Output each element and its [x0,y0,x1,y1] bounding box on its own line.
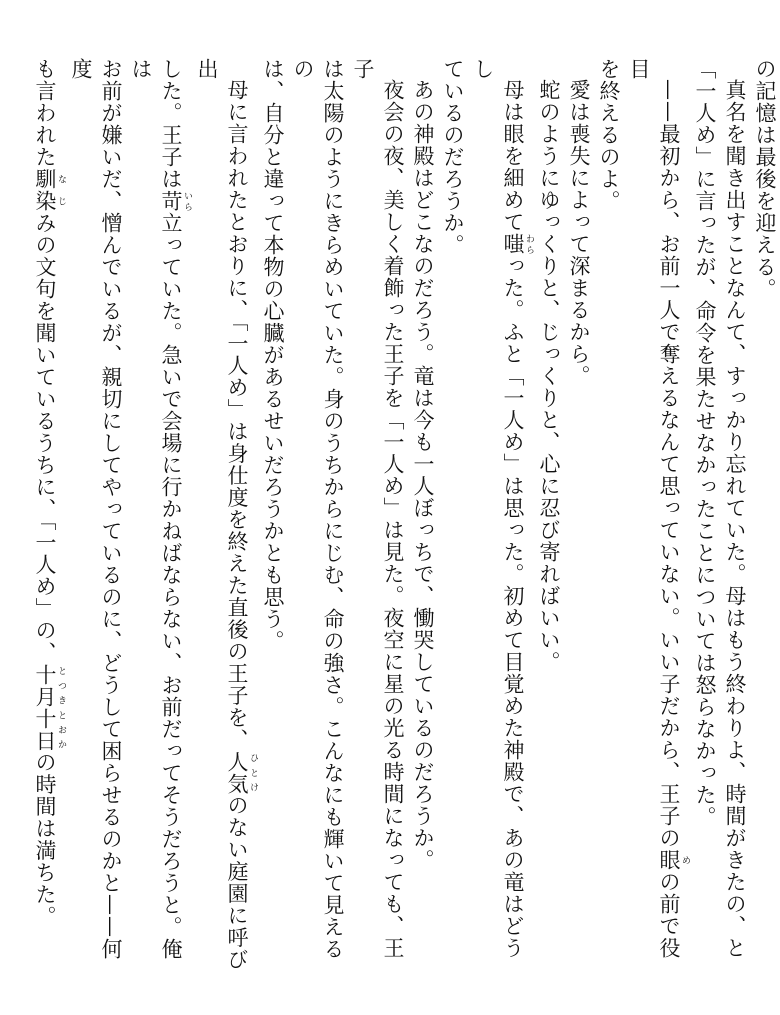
paragraph [468,58,534,975]
ruby-annotation [33,663,66,752]
paragraph [126,58,192,975]
text-run: は、自分と違って本物の心臓があるせいだろうかとも思う。 [261,58,285,652]
paragraph [564,58,594,975]
ruby-annotation [33,168,66,212]
ruby-base: 馴染 [33,168,57,212]
text-run: も言われた [33,58,57,168]
ruby-base: 十月十日 [33,663,57,752]
ruby-reading: とつきとおか [56,663,66,752]
vertical-text-body [30,58,780,975]
ruby-base: 苛 [159,190,183,212]
ruby-annotation [657,849,690,871]
paragraph [192,58,258,975]
text-run: を終えるのよ。 [597,58,621,212]
text-run: ているのだろうか。 [441,58,465,256]
paragraph [30,58,66,975]
text-run: った。ふと「一人め」は思った。初めて目覚めた神殿で、あの竜はどうし [471,58,525,959]
paragraph [66,58,126,975]
text-run: の時間は満ちた。 [33,751,57,928]
text-run: みの文句を聞いているうちに、「一人め」の、 [33,212,57,664]
ruby-reading: わら [524,233,534,255]
text-run: 母に言われたとおりに、「一人め」は身仕度を終えた直後の王子を、 [225,79,249,751]
text-run: 夜会の夜、美しく着飾った王子を「一人め」は見た。夜空に星の光る時間になっても、王子 [351,58,405,959]
paragraph [534,58,564,975]
paragraph [624,58,690,975]
ruby-annotation [501,233,534,255]
text-run: の記憶は最後を迎える。 [753,58,777,300]
ruby-base: 人気 [225,750,249,795]
ruby-base: 眼 [657,849,681,871]
paragraph [750,58,780,975]
text-run: の前で役目 [627,58,681,959]
paragraph [720,58,750,975]
text-run: お前が嫌いだ、憎んでいるが、親切にしてやっているのに、どうして困らせるのかと——何度 [69,58,123,960]
text-run: した。王子は [159,58,183,190]
paragraph [408,58,438,975]
ruby-annotation [225,750,258,795]
text-run: 真名を聞き出すことなんて、すっかり忘れていた。母はもう終わりよ、時間がきたの、と [723,79,747,959]
paragraph [288,58,348,975]
paragraph [594,58,624,975]
text-run: 立っていた。急いで会場に行かねばならない、お前だってそうだろうと。俺は [129,58,183,960]
ruby-reading: いら [182,190,192,212]
paragraph [438,58,468,975]
paragraph [258,58,288,975]
text-run: 蛇のようにゆっくりと、じっくりと、心に忍び寄ればいい。 [537,79,561,673]
text-run: あの神殿はどこなのだろう。竜は今も一人ぼっちで、慟哭しているのだろうか。 [411,79,435,871]
paragraph [348,58,408,975]
ruby-reading: なじ [56,168,66,212]
text-run: のない庭園に呼び出 [195,58,249,971]
text-run: は太陽のようにきらめいていた。身のうちからにじむ、命の強さ。こんなにも輝いて見えるの [291,58,345,960]
ruby-reading: ひとけ [248,750,258,795]
ruby-annotation [159,190,192,212]
text-run: 「一人め」に言ったが、命令を果たせなかったことについては怒らなかった。 [693,58,717,828]
ruby-reading: め [680,849,690,871]
text-run: 愛は喪失によって深まるから。 [567,79,591,387]
ruby-base: 嗤 [501,233,525,255]
paragraph [690,58,720,975]
text-run: ——最初から、お前一人で奪えるなんて思っていない。いい子だから、王子の [657,79,681,849]
text-run: 母は眼を細めて [501,79,525,233]
